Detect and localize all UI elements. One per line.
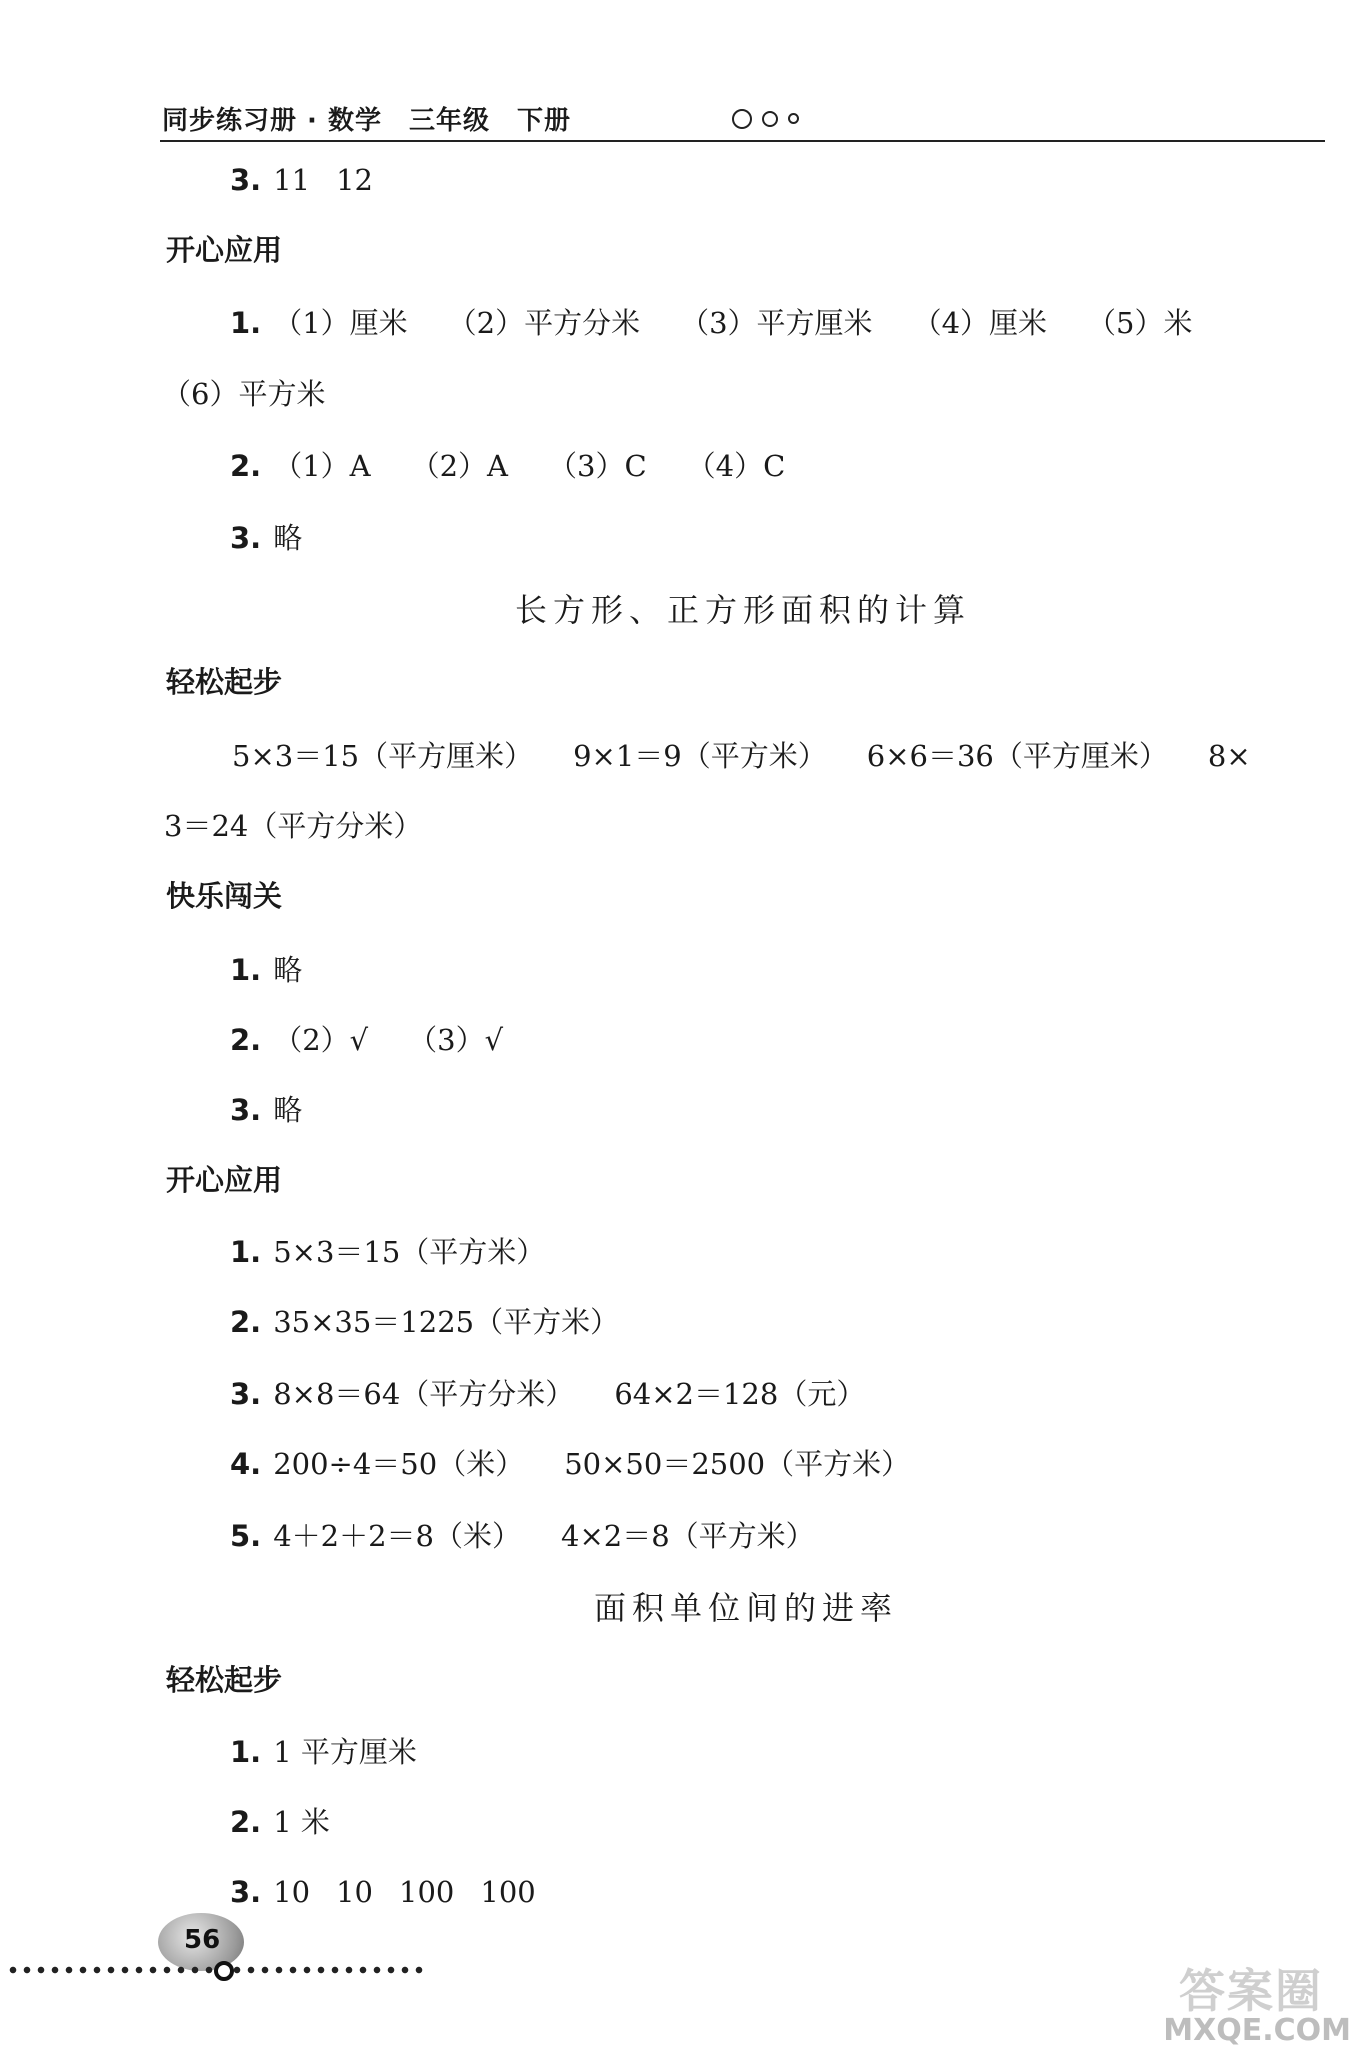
answer-text: 100: [480, 1875, 536, 1909]
item-number: 3.: [230, 163, 262, 197]
item-number: 1.: [230, 1735, 262, 1769]
section-heading: 轻松起步: [166, 665, 283, 699]
answer-text: 5×3＝15（平方厘米）: [232, 739, 534, 773]
answer-text: 9×1＝9（平方米）: [573, 739, 827, 773]
item-number: 1.: [230, 953, 262, 987]
answer-line: [230, 1302, 619, 1342]
answer-line: [230, 950, 302, 990]
answer-text: （1）厘米: [273, 306, 408, 340]
answer-line: [230, 303, 1192, 343]
page-footer: [0, 1905, 440, 1995]
item-number: 4.: [230, 1447, 262, 1481]
answer-text: 8×: [1207, 739, 1251, 773]
answer-text: （3）C: [548, 449, 647, 483]
answer-text: （4）C: [686, 449, 786, 483]
answer-text: 1 平方厘米: [273, 1735, 417, 1769]
item-number: 1.: [230, 306, 262, 340]
answer-line: [230, 1802, 330, 1842]
item-number: 3.: [230, 1377, 262, 1411]
answer-line: [230, 1516, 815, 1556]
answer-text: 8×8＝64（平方分米）: [273, 1377, 575, 1411]
answer-text: （5）米: [1087, 306, 1193, 340]
answer-text: 10: [273, 1875, 311, 1909]
header-title: 同步练习册 · 数学 三年级 下册: [162, 106, 571, 136]
answer-line: [230, 446, 785, 486]
answer-text: 略: [273, 1093, 303, 1127]
header-circles-decoration: [732, 108, 809, 129]
section-heading: 轻松起步: [166, 1663, 283, 1697]
answer-line: （6）平方米: [162, 377, 326, 411]
answer-text: （2）√: [273, 1023, 369, 1057]
answer-text: 50×50＝2500（平方米）: [564, 1447, 911, 1481]
circle-icon: [732, 109, 752, 129]
answer-line: [230, 160, 373, 200]
section-heading: 开心应用: [166, 1163, 283, 1197]
item-number: 3.: [230, 1093, 262, 1127]
answer-text: 1 米: [273, 1805, 330, 1839]
circle-icon: [788, 113, 799, 124]
answer-line: [230, 1232, 545, 1272]
answer-line: [230, 1444, 910, 1484]
answer-text: 12: [336, 163, 374, 197]
item-number: 1.: [230, 1235, 262, 1269]
answer-text: （1）A: [273, 449, 371, 483]
answer-text: 4＋2＋2＝8（米）: [273, 1519, 522, 1553]
answer-line: [232, 736, 1251, 776]
item-number: 2.: [230, 1305, 262, 1339]
watermark-url: MXQE.COM: [1163, 2013, 1351, 2048]
chapter-title: 面积单位间的进率: [594, 1589, 899, 1627]
answer-text: 35×35＝1225（平方米）: [273, 1305, 620, 1339]
item-number: 5.: [230, 1519, 262, 1553]
item-number: 2.: [230, 449, 262, 483]
answer-text: 略: [273, 953, 303, 987]
section-heading: 快乐闯关: [166, 879, 283, 913]
circle-icon: [762, 111, 778, 127]
answer-text: （4）厘米: [912, 306, 1048, 340]
watermark: [1150, 1955, 1355, 2055]
answer-text: 11: [273, 163, 311, 197]
answer-line: [230, 1374, 865, 1414]
answer-text: 200÷4＝50（米）: [273, 1447, 525, 1481]
answer-text: 6×6＝36（平方厘米）: [866, 739, 1168, 773]
answer-text: 略: [273, 521, 303, 555]
answer-text: 4×2＝8（平方米）: [561, 1519, 815, 1553]
ring-icon: [214, 1961, 234, 1981]
answer-line: [230, 1090, 302, 1130]
item-number: 3.: [230, 1875, 262, 1909]
page-header: [160, 96, 1325, 142]
answer-line: 3＝24（平方分米）: [164, 809, 423, 843]
answer-text: 10: [336, 1875, 374, 1909]
answer-text: （2）A: [410, 449, 509, 483]
answer-line: [230, 1732, 417, 1772]
answer-text: 100: [399, 1875, 455, 1909]
answer-text: （2）平方分米: [447, 306, 641, 340]
chapter-title: 长方形、正方形面积的计算: [515, 591, 972, 629]
section-heading: 开心应用: [166, 233, 283, 267]
watermark-logo: 答案圈: [1179, 1964, 1323, 2018]
answer-text: （3）√: [408, 1023, 504, 1057]
answer-text: 5×3＝15（平方米）: [273, 1235, 546, 1269]
item-number: 2.: [230, 1805, 262, 1839]
item-number: 2.: [230, 1023, 262, 1057]
answer-text: （3）平方厘米: [680, 306, 873, 340]
answer-text: 64×2＝128（元）: [614, 1377, 866, 1411]
item-number: 3.: [230, 521, 262, 555]
answer-line: [230, 1020, 503, 1060]
answer-line: [230, 518, 302, 558]
page-number: 56: [184, 1925, 221, 1955]
